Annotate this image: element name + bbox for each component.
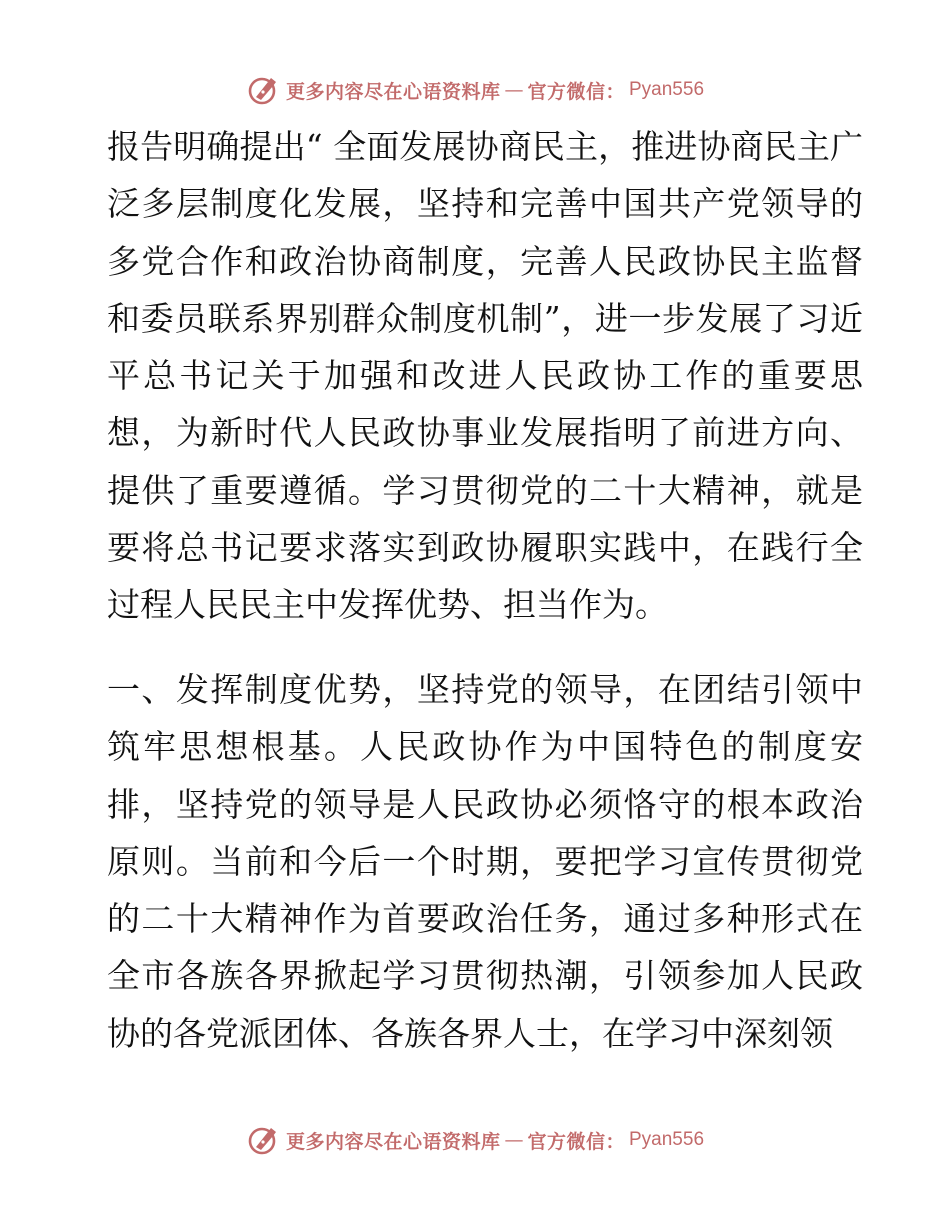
pen-nib-circle-icon xyxy=(246,1123,280,1157)
body-paragraph-2: 一、发挥制度优势，坚持党的领导，在团结引领中筑牢思想根基。人民政协作为中国特色的制度安排，坚持党的领导是人民政协必须恪守的根本政治原则。当前和今后一个时期，要把学习宣传贯彻党的二十大精神作为首要政治任务，通过多种形式在全市各族各界掀起学习贯彻热潮，引领参加人民政协的各党派团体、各族各界人士，在学习中深刻领 xyxy=(107,670,863,1053)
banner-site-text: 更多内容尽在心语资料库 xyxy=(285,1130,501,1153)
banner-wechat-id: Pyan556 xyxy=(629,79,705,100)
banner-wechat-id: Pyan556 xyxy=(629,1129,705,1150)
header-watermark-banner xyxy=(0,70,950,110)
banner-wechat-label: 官方微信： xyxy=(527,1130,625,1153)
banner-wechat-label: 官方微信： xyxy=(527,80,625,103)
body-paragraph-1: 报告明确提出“ 全面发展协商民主，推进协商民主广泛多层制度化发展，坚持和完善中国共产党领导的多党合作和政治协商制度，完善人民政协民主监督和委员联系界别群众制度机制”，进一步发展了习近平总书记关于加强和改进人民政协工作的重要思想，为新时代人民政协事业发展指明了前进方向、提供了重要遵循。学习贯彻党的二十大精神，就是要将总书记要求落实到政协履职实践中，在践行全过程人民民主中发挥优势、担当作为。 xyxy=(107,127,863,625)
pen-nib-circle-icon xyxy=(246,73,280,107)
banner-separator: — xyxy=(504,1129,524,1151)
banner-site-text: 更多内容尽在心语资料库 xyxy=(285,80,501,103)
banner-separator: — xyxy=(504,79,524,101)
footer-watermark-banner xyxy=(0,1120,950,1160)
